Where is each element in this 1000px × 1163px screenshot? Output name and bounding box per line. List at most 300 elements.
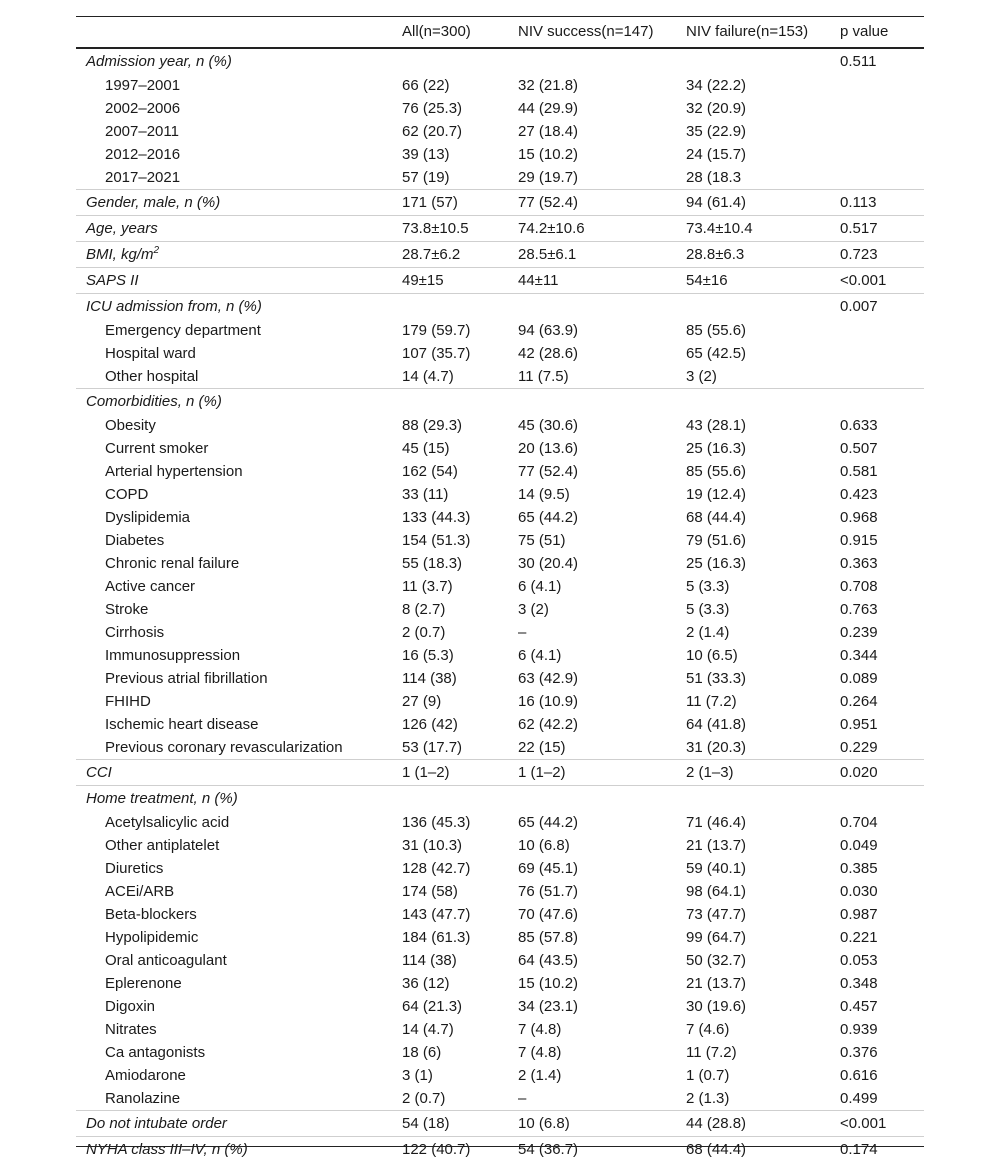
cell-all-text: 45 (15) [402, 440, 450, 457]
cell-p-value-text: 0.915 [840, 532, 878, 549]
row-label [105, 417, 156, 435]
cell-p-value [840, 814, 878, 832]
cell-niv-success [518, 670, 578, 688]
table-row [76, 506, 924, 529]
cell-niv-failure [686, 693, 737, 711]
cell-niv-failure [686, 368, 717, 386]
cell-all [402, 246, 460, 264]
row-label [105, 975, 182, 993]
cell-niv-success [518, 486, 570, 504]
row-label-text: Home treatment, n (%) [86, 790, 238, 807]
cell-niv-failure-text: 1 (0.7) [686, 1067, 730, 1084]
cell-all-text: 54 (18) [402, 1115, 450, 1132]
cell-all [402, 322, 470, 340]
cell-p-value-text: 0.704 [840, 814, 878, 831]
cell-p-value [840, 272, 886, 290]
row-label [86, 1141, 248, 1159]
cell-all [402, 417, 462, 435]
cell-all-text: 107 (35.7) [402, 345, 471, 362]
row-label-text: Do not intubate order [86, 1115, 227, 1132]
cell-niv-success-text: 30 (20.4) [518, 555, 579, 572]
cell-niv-success-text: – [518, 624, 527, 641]
cell-niv-failure [686, 883, 746, 901]
cell-niv-failure [686, 417, 746, 435]
cell-niv-success-text: 2 (1.4) [518, 1067, 562, 1084]
cell-niv-success-text: 34 (23.1) [518, 998, 579, 1015]
cell-p-value-text: 0.987 [840, 906, 878, 923]
cell-niv-failure [686, 322, 746, 340]
table-row [76, 166, 924, 189]
cell-niv-success-text: 20 (13.6) [518, 440, 579, 457]
cell-p-value-text: 0.264 [840, 693, 878, 710]
cell-niv-success [518, 123, 578, 141]
cell-p-value-text: 0.423 [840, 486, 878, 503]
row-label [86, 1115, 227, 1133]
row-label [105, 532, 164, 550]
row-label-text: 1997–2001 [105, 77, 181, 94]
cell-niv-failure [686, 486, 746, 504]
row-label-text: Chronic renal failure [105, 555, 240, 572]
row-label [105, 837, 219, 855]
table-row [76, 1041, 924, 1064]
cell-niv-success-text: 28.5±6.1 [518, 246, 577, 263]
cell-p-value [840, 906, 878, 924]
table-row [76, 388, 924, 414]
cell-all [402, 647, 454, 665]
cell-niv-failure-text: 32 (20.9) [686, 100, 747, 117]
table-row [76, 414, 924, 437]
cell-niv-success [518, 1044, 561, 1062]
row-label [86, 220, 158, 238]
row-label [86, 298, 262, 316]
row-label [86, 393, 222, 411]
cell-niv-failure-text: 28 (18.3 [686, 169, 742, 186]
cell-niv-failure-text: 2 (1–3) [686, 764, 734, 781]
row-label [105, 345, 196, 363]
cell-niv-failure [686, 739, 746, 757]
row-label-text: NYHA class III–IV, n (%) [86, 1141, 248, 1158]
cell-p-value [840, 647, 878, 665]
cell-niv-success [518, 906, 578, 924]
cell-all [402, 440, 450, 458]
row-label-text: Stroke [105, 601, 149, 618]
cell-niv-success [518, 532, 566, 550]
cell-niv-failure [686, 624, 729, 642]
cell-niv-success-text: 16 (10.9) [518, 693, 579, 710]
cell-p-value-text: 0.344 [840, 647, 878, 664]
cell-niv-success [518, 998, 578, 1016]
cell-niv-failure-text: 31 (20.3) [686, 739, 747, 756]
cell-niv-failure-text: 51 (33.3) [686, 670, 747, 687]
cell-niv-success [518, 929, 578, 947]
cell-niv-failure [686, 1090, 729, 1108]
cell-p-value-text: 0.968 [840, 509, 878, 526]
row-label [105, 169, 180, 187]
cell-all [402, 1141, 470, 1159]
cell-niv-success-text: 54 (36.7) [518, 1141, 579, 1158]
row-label-text: Digoxin [105, 998, 156, 1015]
row-label-text: 2012–2016 [105, 146, 181, 163]
cell-all [402, 100, 462, 118]
cell-niv-success [518, 169, 578, 187]
cell-niv-success-text: 6 (4.1) [518, 647, 562, 664]
cell-p-value-text: 0.457 [840, 998, 878, 1015]
cell-p-value-text: 0.020 [840, 764, 878, 781]
cell-p-value-text: <0.001 [840, 1115, 887, 1132]
cell-niv-failure-text: 73 (47.7) [686, 906, 747, 923]
cell-niv-failure [686, 578, 729, 596]
cell-all [402, 532, 470, 550]
table-row [76, 483, 924, 506]
row-label [105, 670, 268, 688]
cell-niv-success [518, 272, 559, 290]
table-row [76, 215, 924, 241]
row-label [105, 509, 190, 527]
row-label [105, 368, 198, 386]
cell-p-value [840, 883, 878, 901]
cell-all-text: 14 (4.7) [402, 1021, 454, 1038]
table-row [76, 293, 924, 319]
cell-niv-failure-text: 68 (44.4) [686, 509, 747, 526]
cell-niv-success [518, 77, 578, 95]
cell-all [402, 578, 453, 596]
cell-niv-failure-text: 64 (41.8) [686, 716, 747, 733]
cell-all [402, 463, 458, 481]
cell-niv-success-text: 7 (4.8) [518, 1044, 562, 1061]
cell-all-text: 174 (58) [402, 883, 458, 900]
cell-niv-failure [686, 194, 746, 212]
cell-p-value [840, 440, 878, 458]
cell-all-text: 62 (20.7) [402, 123, 463, 140]
row-label [105, 1090, 180, 1108]
row-label-text: Amiodarone [105, 1067, 186, 1084]
cell-all [402, 693, 441, 711]
cell-niv-failure [686, 929, 746, 947]
header-niv-success: NIV success(n=147) [518, 23, 654, 40]
table-row [76, 437, 924, 460]
cell-all-text: 162 (54) [402, 463, 458, 480]
cell-niv-failure-text: 59 (40.1) [686, 860, 747, 877]
cell-niv-success [518, 368, 569, 386]
cell-p-value-text: 0.708 [840, 578, 878, 595]
cell-niv-failure [686, 440, 746, 458]
cell-niv-failure [686, 77, 746, 95]
cell-all-text: 64 (21.3) [402, 998, 463, 1015]
cell-all-text: 73.8±10.5 [402, 220, 469, 237]
row-label-text: Ischemic heart disease [105, 716, 259, 733]
table-row [76, 49, 924, 74]
cell-all [402, 555, 462, 573]
row-label-text: Nitrates [105, 1021, 157, 1038]
cell-niv-success-text: 65 (44.2) [518, 509, 579, 526]
table-row [76, 811, 924, 834]
cell-all [402, 837, 462, 855]
cell-p-value [840, 716, 878, 734]
cell-niv-failure [686, 246, 744, 264]
cell-all [402, 169, 450, 187]
row-label-text: Cirrhosis [105, 624, 165, 641]
cell-niv-success-text: – [518, 1090, 527, 1107]
cell-all-text: 33 (11) [402, 486, 449, 503]
row-label-text: Beta-blockers [105, 906, 197, 923]
row-label-text: Other antiplatelet [105, 837, 220, 854]
header-p-value: p value [840, 23, 889, 40]
cell-niv-failure [686, 1021, 729, 1039]
cell-all [402, 368, 454, 386]
cell-niv-failure [686, 1044, 737, 1062]
cell-p-value [840, 1141, 878, 1159]
cell-niv-success [518, 837, 570, 855]
row-label [105, 814, 229, 832]
cell-all [402, 906, 470, 924]
cell-niv-failure [686, 998, 746, 1016]
cell-niv-success-text: 69 (45.1) [518, 860, 579, 877]
cell-niv-failure [686, 601, 729, 619]
row-label [86, 53, 232, 71]
row-label-text: Ranolazine [105, 1090, 181, 1107]
cell-niv-failure [686, 764, 734, 782]
cell-p-value [840, 1115, 886, 1133]
cell-all-text: 88 (29.3) [402, 417, 463, 434]
cell-all [402, 220, 469, 238]
table-bottom-rule [76, 1146, 924, 1147]
cell-all [402, 146, 450, 164]
cell-p-value [840, 1090, 878, 1108]
table-row [76, 1136, 924, 1162]
row-label-text: Diuretics [105, 860, 164, 877]
cell-p-value-text: 0.221 [840, 929, 878, 946]
cell-p-value [840, 601, 878, 619]
cell-all-text: 39 (13) [402, 146, 450, 163]
cell-niv-success-text: 63 (42.9) [518, 670, 579, 687]
cell-niv-success-text: 45 (30.6) [518, 417, 579, 434]
table-row [76, 926, 924, 949]
row-label-text: SAPS II [86, 272, 139, 289]
cell-p-value-text: 0.939 [840, 1021, 878, 1038]
cell-niv-success [518, 417, 578, 435]
cell-all-text: 128 (42.7) [402, 860, 471, 877]
cell-all [402, 509, 470, 527]
table-row [76, 1110, 924, 1136]
table-row [76, 120, 924, 143]
cell-niv-success-text: 14 (9.5) [518, 486, 570, 503]
cell-all-text: 31 (10.3) [402, 837, 463, 854]
cell-niv-failure [686, 1067, 729, 1085]
table-row [76, 267, 924, 293]
cell-niv-success [518, 624, 526, 642]
table-row [76, 621, 924, 644]
table-row [76, 319, 924, 342]
row-label [105, 883, 174, 901]
cell-all-text: 18 (6) [402, 1044, 442, 1061]
cell-niv-failure-text: 65 (42.5) [686, 345, 747, 362]
cell-niv-success-text: 70 (47.6) [518, 906, 579, 923]
cell-niv-failure-text: 7 (4.6) [686, 1021, 730, 1038]
cell-p-value-text: 0.385 [840, 860, 878, 877]
row-label [105, 998, 155, 1016]
cell-niv-failure-text: 19 (12.4) [686, 486, 747, 503]
table-row [76, 667, 924, 690]
cell-niv-failure-text: 50 (32.7) [686, 952, 747, 969]
cell-niv-success-text: 62 (42.2) [518, 716, 579, 733]
cell-niv-success [518, 555, 578, 573]
row-label [105, 601, 148, 619]
cell-niv-success-text: 7 (4.8) [518, 1021, 562, 1038]
cell-p-value-text: 0.499 [840, 1090, 878, 1107]
cell-niv-failure [686, 345, 746, 363]
cell-p-value-text: 0.174 [840, 1141, 878, 1158]
cell-p-value-text: 0.633 [840, 417, 878, 434]
row-label-text: COPD [105, 486, 149, 503]
row-label-text: Gender, male, n (%) [86, 194, 221, 211]
row-label-text: Oral anticoagulant [105, 952, 227, 969]
cell-niv-failure [686, 1115, 746, 1133]
cell-niv-failure-text: 5 (3.3) [686, 601, 730, 618]
row-label [105, 123, 179, 141]
row-label-text: Hospital ward [105, 345, 196, 362]
cell-p-value-text: 0.053 [840, 952, 878, 969]
cell-niv-success [518, 146, 578, 164]
cell-p-value-text: 0.511 [840, 53, 877, 70]
cell-niv-success [518, 764, 566, 782]
cell-all-text: 184 (61.3) [402, 929, 471, 946]
cell-niv-success [518, 1090, 526, 1108]
row-label [105, 860, 163, 878]
cell-niv-failure-text: 21 (13.7) [686, 975, 747, 992]
row-label [105, 693, 151, 711]
table-row [76, 1064, 924, 1087]
cell-niv-failure [686, 814, 746, 832]
cell-niv-success-text: 77 (52.4) [518, 194, 579, 211]
row-label [105, 463, 243, 481]
cell-p-value [840, 1021, 878, 1039]
cell-p-value-text: 0.348 [840, 975, 878, 992]
cell-niv-success [518, 647, 561, 665]
row-label [105, 100, 180, 118]
table-row [76, 736, 924, 759]
cell-all-text: 126 (42) [402, 716, 458, 733]
cell-niv-success-text: 32 (21.8) [518, 77, 579, 94]
cell-niv-failure-text: 94 (61.4) [686, 194, 747, 211]
cell-niv-failure-text: 5 (3.3) [686, 578, 730, 595]
cell-all [402, 624, 445, 642]
cell-niv-failure-text: 68 (44.4) [686, 1141, 747, 1158]
cell-p-value [840, 952, 878, 970]
table-row [76, 575, 924, 598]
cell-all-text: 114 (38) [402, 952, 457, 969]
cell-niv-success [518, 220, 585, 238]
cell-niv-failure [686, 146, 746, 164]
cell-niv-success-text: 27 (18.4) [518, 123, 579, 140]
cell-all-text: 36 (12) [402, 975, 450, 992]
cell-all [402, 77, 450, 95]
cell-p-value-text: 0.030 [840, 883, 878, 900]
cell-niv-failure [686, 647, 738, 665]
cell-niv-failure-text: 2 (1.3) [686, 1090, 730, 1107]
cell-all [402, 486, 448, 504]
row-label-text: ICU admission from, n (%) [86, 298, 262, 315]
cell-niv-failure-text: 21 (13.7) [686, 837, 747, 854]
cell-niv-success-text: 64 (43.5) [518, 952, 579, 969]
cell-niv-failure-text: 11 (7.2) [686, 693, 737, 710]
cell-p-value-text: 0.616 [840, 1067, 878, 1084]
cell-all-text: 179 (59.7) [402, 322, 471, 339]
cell-niv-success-text: 76 (51.7) [518, 883, 579, 900]
cell-all [402, 1115, 450, 1133]
cell-all-text: 76 (25.3) [402, 100, 463, 117]
row-label-text: Immunosuppression [105, 647, 241, 664]
cell-niv-failure [686, 975, 746, 993]
cell-niv-failure-text: 79 (51.6) [686, 532, 747, 549]
row-label-text: Hypolipidemic [105, 929, 199, 946]
row-label-text: Eplerenone [105, 975, 182, 992]
cell-all-text: 16 (5.3) [402, 647, 454, 664]
cell-niv-success [518, 739, 566, 757]
cell-all-text: 66 (22) [402, 77, 450, 94]
cell-niv-failure [686, 100, 746, 118]
cell-niv-success-text: 94 (63.9) [518, 322, 579, 339]
cell-all [402, 764, 450, 782]
cell-niv-failure [686, 860, 746, 878]
cell-niv-success [518, 246, 576, 264]
cell-niv-failure [686, 1141, 746, 1159]
header-all: All(n=300) [402, 23, 471, 40]
cell-all [402, 952, 457, 970]
cell-niv-failure-text: 2 (1.4) [686, 624, 730, 641]
cell-p-value [840, 578, 878, 596]
cell-all [402, 814, 470, 832]
row-label [105, 1021, 157, 1039]
cell-niv-failure-text: 99 (64.7) [686, 929, 747, 946]
cell-all [402, 1067, 433, 1085]
table-row [76, 1018, 924, 1041]
cell-niv-failure-text: 43 (28.1) [686, 417, 747, 434]
cell-all-text: 171 (57) [402, 194, 458, 211]
table-row [76, 903, 924, 926]
table-row [76, 857, 924, 880]
cell-all [402, 1021, 454, 1039]
row-label [105, 624, 164, 642]
cell-niv-success [518, 814, 578, 832]
row-label-text: Ca antagonists [105, 1044, 206, 1061]
cell-all [402, 929, 470, 947]
cell-p-value [840, 1067, 878, 1085]
table-row [76, 972, 924, 995]
cell-all-text: 114 (38) [402, 670, 457, 687]
cell-niv-failure-text: 54±16 [686, 272, 728, 289]
row-label-text: Obesity [105, 417, 156, 434]
cell-niv-success [518, 860, 578, 878]
table-row [76, 1087, 924, 1110]
cell-all-text: 122 (40.7) [402, 1141, 471, 1158]
cell-all-text: 3 (1) [402, 1067, 433, 1084]
cell-niv-success-text: 65 (44.2) [518, 814, 579, 831]
cell-niv-success [518, 716, 578, 734]
row-label-text: BMI, kg/m [86, 246, 154, 263]
cell-p-value [840, 739, 878, 757]
cell-niv-success-text: 85 (57.8) [518, 929, 579, 946]
cell-p-value [840, 624, 878, 642]
row-label-text: Acetylsalicylic acid [105, 814, 230, 831]
table-row [76, 143, 924, 166]
cell-p-value [840, 194, 876, 212]
cell-niv-failure [686, 906, 746, 924]
row-label [105, 647, 240, 665]
cell-all-text: 143 (47.7) [402, 906, 471, 923]
cell-niv-failure-text: 28.8±6.3 [686, 246, 745, 263]
row-label [86, 272, 139, 290]
cell-niv-success-text: 44 (29.9) [518, 100, 579, 117]
